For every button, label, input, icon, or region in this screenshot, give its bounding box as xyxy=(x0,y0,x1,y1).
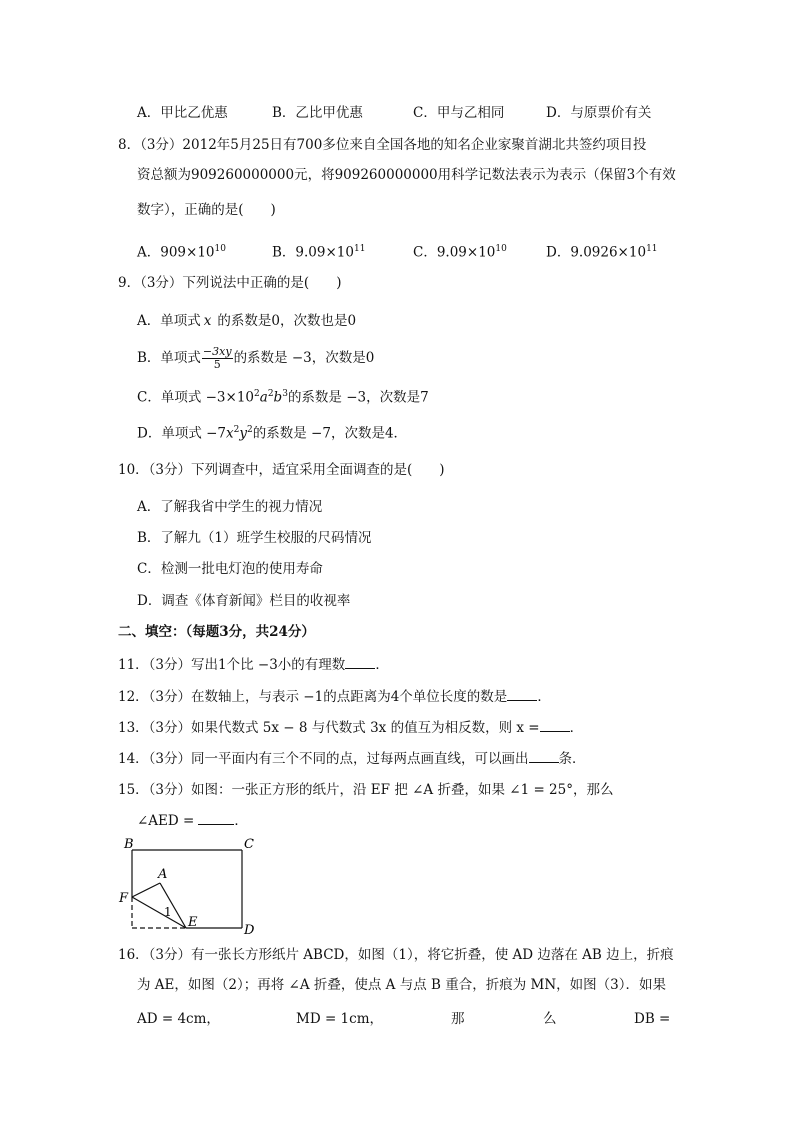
q14 xyxy=(118,749,586,768)
q11-punct: ． xyxy=(375,657,389,673)
section-fill-in-heading: 二、填空：（每题3分，共24分） xyxy=(118,624,315,640)
q9-option-d-var-y: y xyxy=(239,425,248,442)
q9-option-a xyxy=(137,312,356,330)
fig-label-angle-1: 1 xyxy=(164,905,172,919)
q11-text: 11．（3分）写出1个比 −3小的有理数 xyxy=(118,657,346,673)
q15-stem-line2 xyxy=(137,811,248,830)
q12 xyxy=(118,687,551,706)
q10-option-c: C．检测一批电灯泡的使用寿命 xyxy=(137,561,323,577)
q9-option-b-denominator: 5 xyxy=(213,358,221,371)
fig-label-A: A xyxy=(158,867,168,882)
q9-option-d xyxy=(137,421,407,443)
q12-answer-blank[interactable] xyxy=(507,687,537,701)
q16-l3-me: 么 xyxy=(543,1011,557,1027)
q9-option-c-var-b: b xyxy=(273,389,283,406)
q9-option-a-suffix: 的系数是0，次数也是0 xyxy=(217,313,357,329)
q8-option-c-exponent: 10 xyxy=(495,244,507,254)
fig-label-D: D xyxy=(244,923,255,936)
q11 xyxy=(118,655,389,674)
fig-label-E: E xyxy=(188,915,198,930)
q13-answer-blank[interactable] xyxy=(540,718,570,732)
q9-stem: 9．（3分）下列说法中正确的是( ) xyxy=(118,275,342,291)
q8-option-d-base: D．9.0926×10 xyxy=(546,244,647,261)
q10-option-d: D．调查《体育新闻》栏目的收视率 xyxy=(137,593,351,609)
q9-option-c-prefix: C．单项式 −3×10 xyxy=(137,389,255,406)
q8-option-b-exponent: 11 xyxy=(353,244,366,254)
q8-option-a-exponent: 10 xyxy=(214,244,226,254)
fig-label-B: B xyxy=(124,837,134,852)
fig-label-C: C xyxy=(244,837,254,852)
q10-option-a: A．了解我省中学生的视力情况 xyxy=(137,499,323,515)
q9-option-d-exp1: 2 xyxy=(233,425,240,435)
fig-segment-FA xyxy=(132,883,160,897)
q16-l3-na: 那 xyxy=(451,1011,465,1027)
q13 xyxy=(118,718,583,737)
q16-stem-line1: 16．（3分）有一张长方形纸片 ABCD，如图（1），将它折叠，使 AD 边落在 AB 边上，折痕 xyxy=(118,947,674,963)
q9-option-c-var-a: a xyxy=(259,389,268,406)
q9-option-d-exp2: 2 xyxy=(247,425,253,435)
q9-option-d-var-x: x xyxy=(226,425,234,442)
q15-punct: ． xyxy=(234,813,248,829)
q12-punct: ． xyxy=(537,689,551,705)
fig-label-F: F xyxy=(119,891,129,906)
q9-option-b-prefix: B．单项式 xyxy=(137,350,201,366)
q9-option-b xyxy=(137,343,374,373)
q9-option-d-suffix: 的系数是 −7，次数是4． xyxy=(252,425,408,442)
q7-option-c: C．甲与乙相同 xyxy=(413,105,505,121)
q9-option-b-numerator: −3xy xyxy=(202,345,232,358)
q15-answer-blank[interactable] xyxy=(198,811,234,825)
q16-stem-line2: 为 AE，如图（2）；再将 ∠A 折叠，使点 A 与点 B 重合，折痕为 MN，如图（3）．如果 xyxy=(137,977,666,993)
q8-option-a xyxy=(137,240,226,262)
fig-fold-line-FE xyxy=(132,897,186,928)
q8-option-d-exponent: 11 xyxy=(646,244,658,254)
q13-text: 13．（3分）如果代数式 5x − 8 与代数式 3x 的值互为相反数，则 x = xyxy=(118,720,540,736)
q16-l3-md: MD = 1cm， xyxy=(296,1011,383,1027)
q8-option-b-base: B．9.09×10 xyxy=(272,244,354,261)
q8-stem-line2: 资总额为909260000000元，将909260000000用科学记数法表示为表示（保留3个有效 xyxy=(137,167,676,183)
q9-option-c-exp3: 3 xyxy=(282,389,288,399)
q9-option-c xyxy=(137,385,429,407)
q8-stem-line1: 8．（3分）2012年5月25日有700多位来自全国各地的知名企业家聚首湖北共签约项目投 xyxy=(118,137,647,153)
q8-option-a-base: A．909×10 xyxy=(137,244,215,261)
q16-l3-ad: AD = 4cm， xyxy=(137,1011,220,1027)
q15-stem-line1: 15．（3分）如图：一张正方形的纸片，沿 EF 把 ∠A 折叠，如果 ∠1 = 25°，那么 xyxy=(118,782,614,798)
q9-option-b-fraction xyxy=(202,346,233,371)
q7-option-b: B．乙比甲优惠 xyxy=(272,105,363,121)
q9-option-b-suffix: 的系数是 −3，次数是0 xyxy=(233,350,375,366)
q16-l3-db: DB = xyxy=(634,1011,671,1027)
q9-option-d-prefix: D．单项式 −7 xyxy=(137,425,227,442)
q14-answer-blank[interactable] xyxy=(529,749,559,763)
q10-stem: 10．（3分）下列调查中，适宜采用全面调查的是( ) xyxy=(118,462,445,478)
q12-text: 12．（3分）在数轴上，与表示 −1的点距离为4个单位长度的数是 xyxy=(118,689,508,705)
q9-option-c-exp1: 2 xyxy=(254,389,260,399)
q10-option-b: B．了解九（1）班学生校服的尺码情况 xyxy=(137,530,372,546)
q7-option-a: A．甲比乙优惠 xyxy=(137,105,228,121)
q13-punct: ． xyxy=(569,720,584,736)
q14-punct: 条． xyxy=(558,751,586,767)
q7-option-d: D．与原票价有关 xyxy=(546,105,652,121)
q9-option-c-suffix: 的系数是 −3，次数是7 xyxy=(287,389,429,406)
q9-option-c-exp2: 2 xyxy=(267,389,274,399)
q8-option-c xyxy=(413,240,507,262)
q8-stem-line3: 数字），正确的是( ) xyxy=(137,202,276,218)
q8-option-c-base: C．9.09×10 xyxy=(413,244,496,261)
q11-answer-blank[interactable] xyxy=(345,655,375,669)
q9-option-a-variable: x xyxy=(203,313,212,329)
q15-angle-label: ∠AED = xyxy=(137,813,195,829)
q8-option-b xyxy=(272,240,365,262)
q15-folded-square-figure xyxy=(114,834,264,936)
q8-option-d xyxy=(546,240,658,262)
q14-text: 14．（3分）同一平面内有三个不同的点，过每两点画直线，可以画出 xyxy=(118,751,529,767)
q9-option-a-prefix: A．单项式 xyxy=(137,313,201,329)
